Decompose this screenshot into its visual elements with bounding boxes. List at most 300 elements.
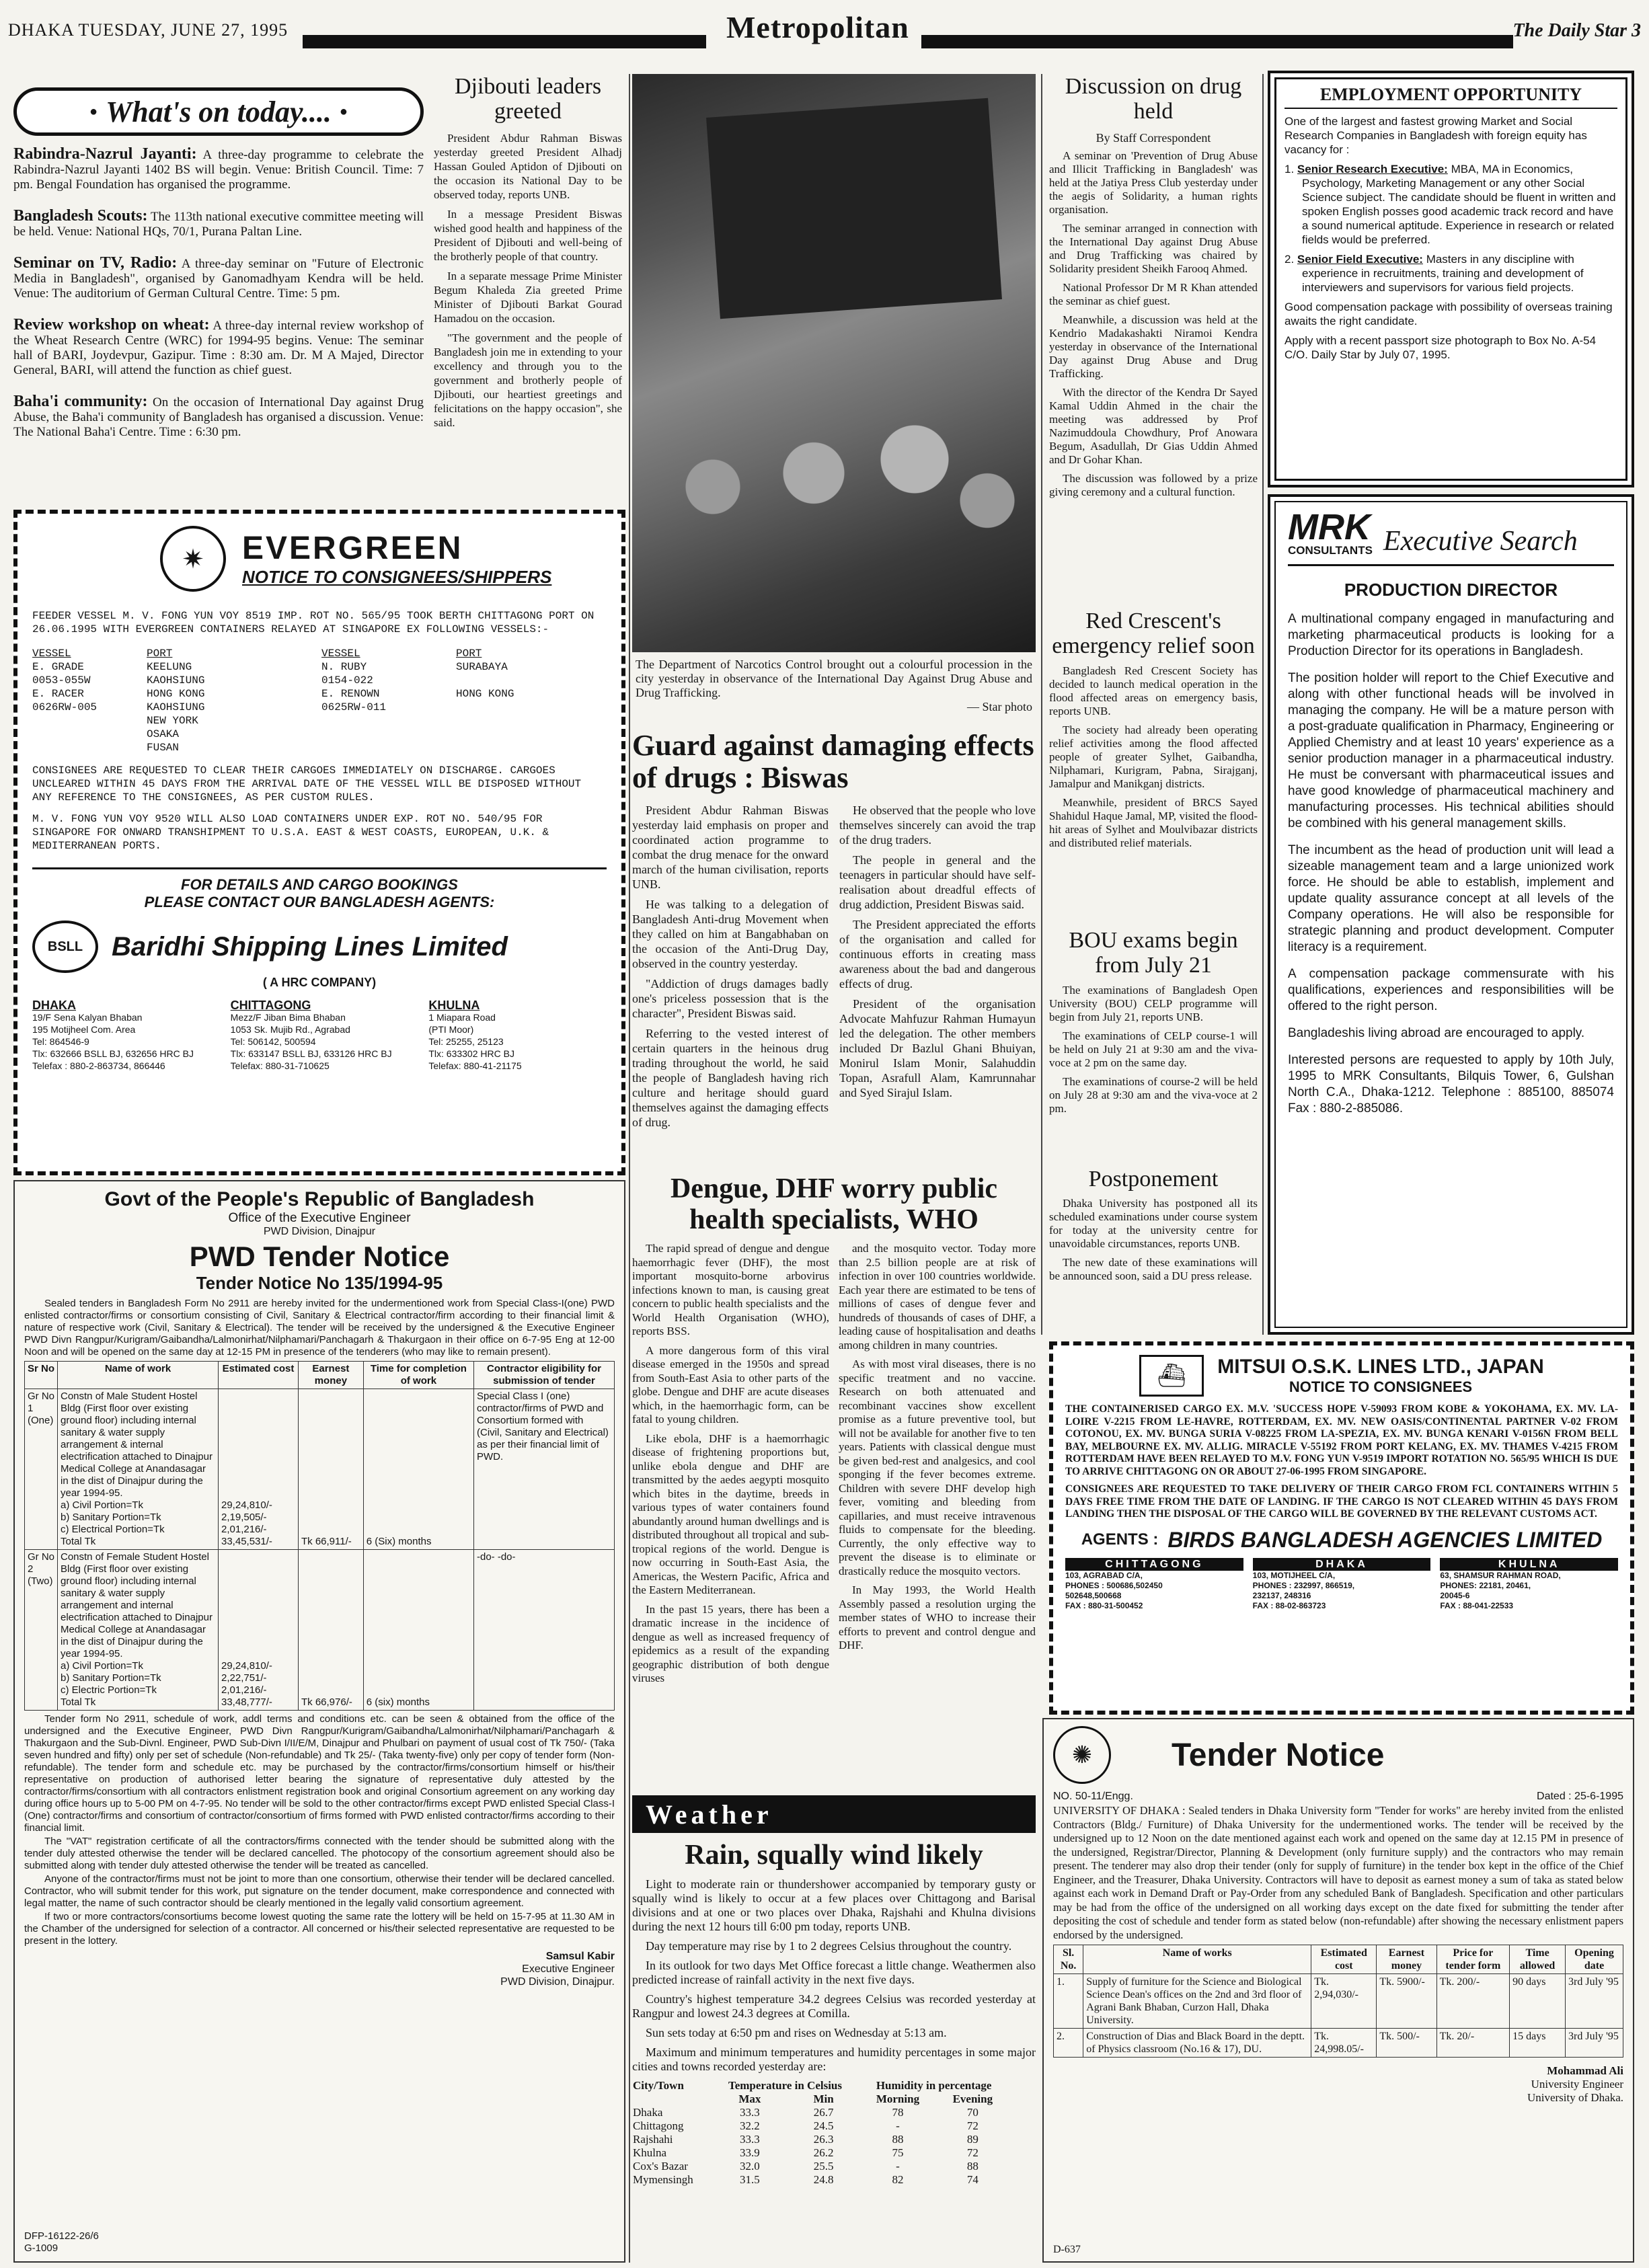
office-line: (PTI Moor) bbox=[428, 1024, 474, 1035]
office-city: KHULNA bbox=[1440, 1558, 1618, 1571]
paragraph: In May 1993, the World Health Assembly passed a resolution urging the member states of WHO to increase their efforts to prevent and control dengue and DHF. bbox=[839, 1583, 1036, 1652]
table-cell: 89 bbox=[966, 2133, 979, 2146]
red-crescent-headline: Red Crescent's emergency relief soon bbox=[1052, 609, 1255, 659]
list-item: HONG KONG bbox=[456, 688, 514, 700]
mrk-header bbox=[1288, 507, 1614, 566]
cost-cell bbox=[219, 1389, 299, 1550]
paragraph: Bangladeshis living abroad are encouraged to apply. bbox=[1288, 1026, 1585, 1040]
pwd-heading-2: Office of the Executive Engineer bbox=[228, 1211, 411, 1225]
list-item: HONG KONG bbox=[147, 688, 205, 700]
masthead bbox=[7, 5, 1641, 52]
office-line: Tlx: 632666 BSLL BJ, 632656 HRC BJ bbox=[32, 1048, 194, 1059]
list-item: SURABAYA bbox=[456, 661, 508, 673]
office-line: FAX : 880-31-500452 bbox=[1065, 1600, 1143, 1610]
office-line: 195 Motijheel Com. Area bbox=[32, 1024, 136, 1035]
sig-office: PWD Division, Dinajpur. bbox=[500, 1976, 615, 1988]
col-city: City/Town bbox=[633, 2079, 684, 2093]
table-row bbox=[1054, 2029, 1623, 2058]
agent-name: Baridhi Shipping Lines Limited bbox=[112, 931, 508, 962]
office-line: 232137, 248316 bbox=[1252, 1590, 1311, 1600]
mitsui-subtitle: NOTICE TO CONSIGNEES bbox=[1289, 1378, 1473, 1395]
table-row bbox=[1054, 1974, 1623, 2029]
paragraph: If two or more contractors/consortiums become lowest quoting the same rate the lottery will be held on 15-7-95 at 11.30 AM in the Chamber of the undersigned for selection of a contractor. All concerned or his/their selected representative are requested to be present in the lottery. bbox=[24, 1911, 615, 1947]
col-port: PORT bbox=[456, 648, 482, 660]
cost-amount: 29,24,810/- bbox=[221, 1660, 272, 1672]
whats-on-item-title: Seminar on TV, Radio: bbox=[13, 254, 178, 272]
cost-amount: 29,24,810/- bbox=[221, 1499, 272, 1511]
table-cell: 88 bbox=[966, 2160, 979, 2173]
paragraph: President Abdur Rahman Biswas yesterday greeted President Alhadj Hassan Gouled Aptidon of Djibouti on the occasion its National Day to be observed today, reports UNB. bbox=[434, 131, 622, 201]
table-cell: 3rd July '95 bbox=[1566, 1974, 1623, 2029]
office-line: 20045-6 bbox=[1440, 1590, 1470, 1600]
byline: By Staff Correspondent bbox=[1096, 130, 1211, 145]
list-item: E. RACER bbox=[32, 688, 84, 700]
du-tender-date: Dated : 25-6-1995 bbox=[1537, 1791, 1623, 1802]
paragraph: A seminar on 'Prevention of Drug Abuse and Illicit Trafficking in Bangladesh' was held at the Jatiya Press Club yesterday under the aegis of Solidarity, a human rights organisation. bbox=[1049, 149, 1258, 216]
whats-on-item-title: Baha'i community: bbox=[13, 393, 148, 410]
table-cell: 24.5 bbox=[813, 2119, 834, 2133]
col-temperature: Temperature in Celsius bbox=[728, 2079, 842, 2093]
weather-table bbox=[632, 2079, 1009, 2187]
col-port: PORT bbox=[147, 648, 173, 660]
earnest-cell: Tk 66,911/- bbox=[299, 1389, 364, 1550]
whats-on-item bbox=[13, 256, 424, 301]
brand-name: The Daily Star bbox=[1512, 20, 1627, 41]
whats-on-item-text: A three-day internal review workshop of the Wheat Research Centre (WRC) for 1994-95 begins. Venue: The seminar hall of BARI, Joydevpur, Gazipur. Time : 8:30 am. Dr. M A Majed, Director General, BARI, will attend the function as chief guest. bbox=[13, 319, 424, 377]
du-tender-ad bbox=[1042, 1718, 1634, 2263]
paragraph: The new date of these examinations will be announced soon, said a DU press release. bbox=[1049, 1256, 1258, 1283]
table-cell: 31.5 bbox=[740, 2173, 760, 2187]
office-block bbox=[428, 999, 607, 1072]
office-line: 502648,500668 bbox=[1065, 1590, 1122, 1600]
office-line: 103, MOTIJHEEL C/A, bbox=[1252, 1570, 1336, 1580]
pwd-title: PWD Tender Notice bbox=[189, 1241, 450, 1272]
office-block bbox=[231, 999, 409, 1072]
right-ports bbox=[456, 660, 590, 754]
ref-code-2: G-1009 bbox=[24, 2242, 59, 2254]
table-header: Time allowed bbox=[1510, 1945, 1566, 1974]
cost-part: Total Tk bbox=[61, 1696, 96, 1708]
du-ref-code: D-637 bbox=[1053, 2244, 1081, 2255]
eligibility-cell: -do- -do- bbox=[474, 1550, 615, 1711]
mrk-logo-sub: CONSULTANTS bbox=[1288, 544, 1373, 557]
paragraph: A more dangerous form of this viral disease emerged in the 1950s and spread from South-East Asia to other parts of the globe. Dengue and DHF are acute diseases which, in the haemorrhagic form, can be fatal to young children. bbox=[632, 1343, 829, 1426]
cost-part: c) Electric Portion=Tk bbox=[61, 1684, 157, 1696]
table-header: Time for completion of work bbox=[363, 1362, 473, 1389]
list-item: OSAKA bbox=[147, 728, 180, 740]
column-rule bbox=[1041, 74, 1042, 1335]
table-cell: 90 days bbox=[1510, 1974, 1566, 2029]
pwd-tender-ad bbox=[13, 1180, 625, 2263]
work-text: Constn of Female Student Hostel Bldg (First floor over existing ground floor) including internal sanitary & water supply arrangement and internal electrification attached to Dinajpur Medical College at Anandasagar in the dist of Dinajpur during the year 1994-95. bbox=[61, 1551, 213, 1659]
table-cell: Tk. 20/- bbox=[1436, 2029, 1510, 2058]
pwd-refs bbox=[24, 2230, 99, 2255]
evergreen-vessel-table bbox=[32, 647, 607, 754]
agents-block bbox=[32, 867, 607, 911]
list-item: E. GRADE bbox=[32, 661, 84, 673]
pwd-heading-1: Govt of the People's Republic of Bangladesh bbox=[104, 1188, 535, 1210]
time-cell: 6 (six) months bbox=[363, 1550, 473, 1711]
mitsui-header bbox=[1065, 1355, 1618, 1397]
table-cell: 24.8 bbox=[813, 2173, 834, 2187]
cost-part: b) Sanitary Portion=Tk bbox=[61, 1512, 161, 1523]
whats-on-item bbox=[13, 394, 424, 440]
office-line: PHONES : 500686,502450 bbox=[1065, 1580, 1163, 1590]
du-tender-no: NO. 50-11/Engg. bbox=[1053, 1791, 1133, 1802]
paragraph: President Abdur Rahman Biswas yesterday laid emphasis on proper and coordinated action programme to combat the drug menace for the onward march of the human civilisation, reports UNB. bbox=[632, 803, 829, 891]
paragraph: As with most viral diseases, there is no specific treatment and no vaccine. Research on both attenuated and recombinant vaccines show excellent promise as a future preventive tool, but will not be available for another five to ten years. Patients with classical dengue must be given bed-rest and analgesics, and cool sponging if the fever becomes extreme. Children with severe DHF develop high fever, vomiting and bleeding from capillaries, and must receive intravenous fluids to compensate for the bleeding. Currently, the only effective way to prevent the disease is to eliminate or drastically reduce the mosquito vectors. bbox=[839, 1358, 1036, 1577]
table-cell: 75 bbox=[892, 2146, 904, 2160]
paragraph: Tender form No 2911, schedule of work, addl terms and conditions etc. can be seen & obtained from the office of the undersigned and the Executive Engineer, PWD Divn Rangpur/Kurigram/Gaibandha/Lalmonirhat/Nilphamari/Panchagarh & Thakurgaon and the Sub-Divnl. Engineer, PWD Sub-Divn I/II/E/M, Dinajpur and Phulbari on payment of usual cost of Tk 750/- (Taka seven hundred and fifty) only per set of schedule (Non-refundable) and Tk 25/- (Taka twenty-five) only per copy of tender form (Non-refundable). The tender form and schedule etc. may be purchased by the contractor/firms/consortium himself or his/their representative on production of authorised letter bearing the signature of representative duly attested by the contractor/firms/consortium with all contractors enlistment registration book and original Consortium agreement on any working day during office hours up to 5-00 PM on 4-7-95. No tender will be sold to the other contractor/firms except PWD enlisted Special Class-I (One) contractor/firms and consortium of contractor/consortium of firms formed with PWD enlisted contractor/firms according to their financial limit. bbox=[24, 1713, 615, 1834]
paragraph: and the mosquito vector. Today more than 2.5 billion people are at risk of infection in over 100 countries worldwide. Each year there are estimated to be tens of millions of cases of dengue fever and hundreds of thousands of cases of DHF, a leading cause of hospitalisation and deaths among children in many countries. bbox=[839, 1242, 1036, 1352]
table-row bbox=[632, 2133, 1009, 2146]
table-cell: 26.3 bbox=[813, 2133, 834, 2146]
table-cell: 70 bbox=[966, 2106, 979, 2119]
djibouti-body bbox=[434, 131, 622, 430]
sr-cell: Gr No 1 (One) bbox=[25, 1389, 58, 1550]
paragraph: Day temperature may rise by 1 to 2 degrees Celsius throughout the country. bbox=[646, 1939, 1012, 1953]
red-crescent-article bbox=[1049, 609, 1258, 931]
office-line: PHONES: 22181, 20461, bbox=[1440, 1580, 1531, 1590]
list-item: FUSAN bbox=[147, 742, 180, 754]
office-line: Mezz/F Jiban Bima Bhaban bbox=[230, 1012, 346, 1023]
agent-row bbox=[32, 921, 607, 973]
table-cell: Tk. 2,94,030/- bbox=[1311, 1974, 1377, 2029]
list-item: E. RENOWN bbox=[321, 688, 380, 700]
employment-apply: Apply with a recent passport size photograph to Box No. A-54 C/O. Daily Star by July 07, 1995. bbox=[1284, 334, 1597, 361]
paragraph: In a message President Biswas wished good health and happiness of the President of Djibouti and well-being of the brotherly people of that country. bbox=[434, 207, 622, 263]
whats-on-title: What's on today.... bbox=[106, 95, 332, 128]
bullet-icon: ● bbox=[339, 104, 348, 119]
paragraph: Like ebola, DHF is a haemorrhagic disease of frightening proportions but, unlike ebola dengue and DHF are transmitted by the aedes aegypti mosquito which bites in the daytime, breeds in various types of water containers found abundantly around human dwellings and is distributed throughout all tropical and sub-tropical regions of the world. Dengue is now occurring in South-East Asia, the Americas, the Western Pacific, Africa and the Eastern Mediterranean. bbox=[632, 1432, 829, 1597]
table-row bbox=[25, 1550, 615, 1711]
weather-body bbox=[632, 1877, 1036, 2074]
paragraph: The "VAT" registration certificate of all the contractors/firms connected with the tender should be submitted along with the tender duly attested otherwise the tender will be declared cancelled. The photocopy of the consortium agreement should also be submitted along with tender duly attested otherwise the tender will be treated as cancelled. bbox=[24, 1836, 615, 1871]
office-block bbox=[1253, 1558, 1431, 1611]
postponement-article bbox=[1049, 1167, 1258, 1321]
guard-col-left bbox=[632, 803, 829, 1135]
paragraph: The incumbent as the head of production unit will lead a sizeable management team and a large unionized work force. He should be able to establish, implement and update quality assurance concept at all levels of the Company operations. He will also be responsible for strategic planning and product development. Computer literacy is a requirement. bbox=[1288, 843, 1614, 954]
pwd-intro: Sealed tenders in Bangladesh Form No 2911 are hereby invited for the undermentioned work from Special Class-I(one) PWD enlisted contractor/firms or consortium consisting of Civil, Sanitary & Electrical contractor/firm according to their financial limit & nature of respective work (Civil, Sanitary & Electrical). The tender will be received by the undersigned & the Executive Engineer PWD Divn Rangpur/Kurigram/Gaibandha/Lalmonirhat/Nilphamari/Panchagarh & Thakurgaon in their office on 6-7-95 Eng at 12-00 Noon and will be opened on the same day at 12-15 PM in presence of the tenderers (who may like to remain present). bbox=[24, 1298, 615, 1358]
table-header: Name of work bbox=[58, 1362, 219, 1389]
table-cell: 72 bbox=[966, 2146, 979, 2160]
vacancy-item bbox=[1284, 162, 1617, 247]
vacancy-number: 2. bbox=[1284, 253, 1297, 266]
table-cell: 26.2 bbox=[813, 2146, 834, 2160]
employment-title: EMPLOYMENT OPPORTUNITY bbox=[1284, 85, 1617, 109]
paragraph: "Addiction of drugs damages badly one's priceless possession that is the character", President Biswas said. bbox=[632, 976, 829, 1020]
bou-article bbox=[1049, 928, 1258, 1163]
whats-on-item bbox=[13, 147, 424, 192]
paragraph: The discussion was followed by a prize giving ceremony and a cultural function. bbox=[1049, 471, 1258, 498]
office-line: Tlx: 633147 BSLL BJ, 633126 HRC BJ bbox=[230, 1048, 392, 1059]
employment-items bbox=[1284, 162, 1617, 295]
masthead-rule-right bbox=[921, 35, 1513, 48]
bsll-logo: BSLL bbox=[32, 921, 98, 973]
mitsui-brand: MITSUI O.S.K. LINES LTD., JAPAN bbox=[1217, 1356, 1544, 1378]
list-item: KAOHSIUNG bbox=[147, 674, 205, 687]
paragraph: The examinations of course-2 will be held on July 28 at 9:30 am and the viva-voce at 2 pm. bbox=[1049, 1074, 1258, 1115]
table-cell: Tk. 200/- bbox=[1436, 1974, 1510, 2029]
table-cell: 33.3 bbox=[740, 2106, 760, 2119]
placard bbox=[706, 98, 1002, 319]
postponement-headline: Postponement bbox=[1088, 1167, 1219, 1191]
paragraph: Interested persons are requested to apply by 10th July, 1995 to MRK Consultants, Bilquis Tower, 6, Gulshan North C.A., Dhaka-1212. Telephone : 885100, 885074 Fax : 880-2-885086. bbox=[1288, 1053, 1614, 1116]
office-line: Telefax: 880-31-710625 bbox=[230, 1060, 330, 1071]
du-tender-meta bbox=[1053, 1791, 1623, 1803]
table-cell: 82 bbox=[892, 2173, 904, 2187]
office-line: Telefax : 880-2-863734, 866446 bbox=[32, 1060, 165, 1071]
table-header: Estimated cost bbox=[219, 1362, 299, 1389]
paragraph: He observed that the people who love themselves sincerely can avoid the trap of the drug traders. bbox=[839, 803, 1036, 847]
table-cell: 33.3 bbox=[740, 2133, 760, 2146]
ref-code-1: DFP-16122-26/6 bbox=[24, 2230, 99, 2242]
list-item: N. RUBY bbox=[321, 661, 367, 673]
office-line: Tel: 506142, 500594 bbox=[230, 1036, 316, 1047]
office-city: DHAKA bbox=[1253, 1558, 1431, 1571]
office-line: FAX : 88-041-22533 bbox=[1440, 1600, 1514, 1610]
table-cell: Tk. 24,998.05/- bbox=[1311, 2029, 1377, 2058]
vacancy-role: Senior Research Executive: bbox=[1297, 163, 1448, 175]
table-header: Sl. No. bbox=[1054, 1945, 1083, 1974]
evergreen-notice-1: CONSIGNEES ARE REQUESTED TO CLEAR THEIR CARGOES IMMEDIATELY ON DISCHARGE. CARGOES UNCLEARED WITHIN 45 DAYS FROM THE ARRIVAL DATE OF THE VESSEL WILL BE DISPOSED WITHOUT ANY REFERENCE TO THE CONSIGNEES, AS PER CUSTOM RULES. bbox=[32, 765, 582, 804]
whats-on-item-text: A three-day programme to celebrate the Rabindra-Nazrul Jayanti 1402 BS will begin. Venue: British Council. Time: 7 pm. Bengal Foundation has organised the programme. bbox=[13, 148, 424, 192]
mitsui-body: THE CONTAINERISED CARGO EX. M.V. 'SUCCESS HOPE V-59093 FROM KOBE & YOKOHAMA, EX. MV. LA-LOIRE V-2215 FROM LE-HAVRE, ROTTERDAM, EX. MV. NEW OASIS/CONTINENTAL PARTNER V-02 FROM COTONOU, EX. MV. BUNGA SURIA V-08225 FROM LA-SPEZIA, EX. MV. BUNGA KENARI V-0156N FROM BELL BAY, MELBOURNE EX. MV. ALLIG. MIRACLE V-55192 FROM PORT KELANG, EX. MV. THAMES V-4215 FROM ROTTERDAM HAVE BEEN RELAYED TO M.V. FONG YUN V-9519 IMPORT ROTATION NO. 565/95 WHICH IS DUE TO ARRIVE CHITTAGONG ON OR ABOUT 27-06-1995 FROM SINGAPORE. bbox=[1065, 1403, 1618, 1477]
employment-compensation: Good compensation package with possibility of overseas training awaits the right candidate. bbox=[1284, 301, 1613, 327]
paragraph: Country's highest temperature 34.2 degrees Celsius was recorded yesterday at Rangpur and lowest 24.3 degrees at Comilla. bbox=[632, 1992, 1036, 2021]
paragraph: In its outlook for two days Met Office forecast a little change. Weathermen also predicted increase of rainfall activity in the next five days. bbox=[632, 1959, 1036, 1987]
table-row bbox=[25, 1389, 615, 1550]
agent-subtitle: ( A HRC COMPANY) bbox=[262, 976, 377, 989]
paragraph: The President appreciated the efforts of the organisation and called for continuous efforts in creating mass awareness about the bad and dangerous effects of drug. bbox=[839, 917, 1036, 990]
red-crescent-body bbox=[1049, 664, 1258, 850]
whats-on-item-text: On the occasion of International Day against Drug Abuse, the Baha'i community of Bangladesh has organised a discussion. Venue: The National Baha'i Centre. Time : 6:30 pm. bbox=[13, 395, 424, 439]
list-item: 0053-055W bbox=[32, 674, 91, 687]
paragraph: Maximum and minimum temperatures and humidity percentages in some major cities and towns recorded yesterday are: bbox=[632, 2045, 1036, 2074]
list-item: KAOHSIUNG bbox=[147, 701, 205, 713]
list-item: 0626RW-005 bbox=[32, 701, 98, 713]
mrk-logo: MRK bbox=[1288, 507, 1371, 547]
whats-on-list bbox=[13, 147, 424, 440]
caption-text: The Department of Narcotics Control brought out a colourful procession in the city yesterday in observance of the International Day Against Drug Abuse and Drug Trafficking. bbox=[636, 658, 1032, 699]
vacancy-text: Masters in any discipline with experience in recruitments, training and development of interviewers and supervisors for various field projects. bbox=[1302, 253, 1584, 294]
col-vessel: VESSEL bbox=[32, 648, 71, 660]
procession-photo bbox=[632, 74, 1036, 652]
list-item: 0154-022 bbox=[321, 674, 373, 687]
office-city: CHITTAGONG bbox=[1065, 1558, 1243, 1571]
du-tender-header bbox=[1053, 1726, 1623, 1784]
table-cell: Dhaka bbox=[633, 2106, 663, 2119]
paragraph: Dhaka University has postponed all its scheduled examinations under course system for today at the university centre for unavoidable circumstances, reports UNB. bbox=[1049, 1197, 1258, 1251]
table-cell: 2. bbox=[1054, 2029, 1083, 2058]
office-city: KHULNA bbox=[428, 999, 480, 1012]
paragraph: The society had already been operating relief activities among the flood affected people of greater Sylhet, Gaibandha, Nilphamari, Kurigram, Pabna, Sirajganj, Jamalpur and Manikganj districts. bbox=[1049, 723, 1258, 790]
paragraph: "The government and the people of Bangladesh join me in extending to your excellency and through you to the government and brotherly people of Djibouti, our heartiest greetings and felicitations on the happy occasion", she said. bbox=[434, 331, 622, 429]
table-row bbox=[632, 2146, 1009, 2160]
paragraph: Referring to the vested interest of certain quarters in the heinous drug trading throughout the world, he said the people of Bangladesh having rich culture and heritage should guard themselves against the damaging effects of drug. bbox=[632, 1026, 829, 1129]
office-line: 1 Miapara Road bbox=[428, 1012, 496, 1023]
paragraph: Light to moderate rain or thundershower accompanied by temporary gusty or squally wind is likely to occur at a few places over Chittagong and Barisal divisions and at one or two places over Dhaka, Rajshahi and Khulna divisions during the next 12 hours till 6:00 pm today, reports UNB. bbox=[632, 1877, 1036, 1934]
table-row bbox=[632, 2106, 1009, 2119]
whats-on-item bbox=[13, 317, 424, 378]
postponement-body bbox=[1049, 1197, 1258, 1283]
table-cell: 33.9 bbox=[740, 2146, 760, 2160]
du-tender-table bbox=[1053, 1945, 1623, 2058]
work-cell bbox=[58, 1389, 219, 1550]
evergreen-brand: EVERGREEN bbox=[242, 531, 463, 566]
col-min: Min bbox=[813, 2093, 834, 2106]
cost-amount: 33,45,531/- bbox=[221, 1536, 272, 1547]
cost-part: b) Sanitary Portion=Tk bbox=[61, 1672, 161, 1684]
cost-amount: 33,48,777/- bbox=[221, 1696, 272, 1708]
whats-on-item-title: Rabindra-Nazrul Jayanti: bbox=[13, 145, 197, 163]
cost-amount: 2,19,505/- bbox=[221, 1512, 267, 1523]
globe-icon: ✷ bbox=[160, 526, 226, 592]
evergreen-intro: FEEDER VESSEL M. V. FONG YUN VOY 8519 IMP. ROT NO. 565/95 TOOK BERTH CHITTAGONG PORT ON 26.06.1995 WITH EVERGREEN CONTAINERS RELAYED AT SINGAPORE EX FOLLOWING VESSELS:- bbox=[32, 610, 595, 635]
table-cell: 15 days bbox=[1510, 2029, 1566, 2058]
table-cell: 25.5 bbox=[813, 2160, 834, 2173]
details-line-1: FOR DETAILS AND CARGO BOOKINGS bbox=[181, 876, 458, 893]
sr-cell: Gr No 2 (Two) bbox=[25, 1550, 58, 1711]
cost-part: c) Electrical Portion=Tk bbox=[61, 1524, 165, 1535]
drug-discussion-article bbox=[1049, 74, 1258, 612]
paragraph: Meanwhile, a discussion was held at the Kendrio Madakashakti Niramoi Kendra yesterday in observance of the International Day against Drug Abuse and Drug Trafficking. bbox=[1049, 313, 1258, 380]
pwd-tender-no: Tender Notice No 135/1994-95 bbox=[196, 1273, 443, 1293]
table-cell: 3rd July '95 bbox=[1566, 2029, 1623, 2058]
table-cell: Khulna bbox=[633, 2146, 667, 2160]
left-ports bbox=[147, 660, 321, 754]
table-cell: 72 bbox=[966, 2119, 979, 2133]
cost-amount: 2,01,216/- bbox=[221, 1524, 267, 1535]
col-vessel: VESSEL bbox=[321, 648, 360, 660]
office-line: Tel: 864546-9 bbox=[32, 1036, 89, 1047]
dengue-headline: Dengue, DHF worry public health specialists, WHO bbox=[670, 1173, 998, 1236]
agent-offices bbox=[32, 999, 607, 1072]
paragraph: The people in general and the teenagers in particular should have self-realisation about dreadful effects of drug addiction, President Biswas said. bbox=[839, 853, 1036, 911]
section-title: Metropolitan bbox=[720, 9, 916, 45]
ship-icon: ⛴ bbox=[1139, 1355, 1204, 1397]
paragraph: Bangladesh Red Crescent Society has decided to launch medical operation in the flood affected areas on emergency basis, reports UNB. bbox=[1049, 664, 1258, 717]
djibouti-headline: Djibouti leaders greeted bbox=[454, 74, 602, 124]
whats-on-item-title: Review workshop on wheat: bbox=[13, 316, 210, 334]
photo-credit: — Star photo bbox=[967, 700, 1032, 713]
du-signature bbox=[1053, 2064, 1623, 2105]
office-block bbox=[1065, 1558, 1243, 1611]
bullet-icon: ● bbox=[89, 104, 98, 119]
whats-on-section bbox=[13, 87, 424, 504]
weather-banner: Weather bbox=[632, 1795, 1036, 1833]
table-cell: Mymensingh bbox=[633, 2173, 693, 2187]
earnest-cell: Tk 66,976/- bbox=[299, 1550, 364, 1711]
mitsui-offices bbox=[1065, 1558, 1618, 1611]
mrk-position: PRODUCTION DIRECTOR bbox=[1344, 580, 1558, 600]
paragraph: A multinational company engaged in manufacturing and marketing pharmaceutical products is looking for a Production Director for its operations in Bangladesh. bbox=[1288, 612, 1614, 658]
dengue-col-left bbox=[632, 1242, 829, 1691]
vacancy-item bbox=[1284, 252, 1617, 295]
evergreen-notice-2: M. V. FONG YUN VOY 9520 WILL ALSO LOAD CONTAINERS UNDER EXP. ROT NO. 540/95 FOR SINGAPORE FOR ONWARD TRANSHIPMENT TO U.S.A. EAST & WEST COASTS, EUROPEAN, U.K. & MEDITERRANEAN PORTS. bbox=[32, 813, 549, 852]
table-row bbox=[632, 2173, 1009, 2187]
evergreen-ad bbox=[13, 510, 625, 1175]
work-cell bbox=[58, 1550, 219, 1711]
office-line: Tlx: 633302 HRC BJ bbox=[428, 1048, 514, 1059]
mrk-body bbox=[1288, 611, 1614, 1117]
paragraph: In the past 15 years, there has been a dramatic increase in the incidence of dengue as well as increased frequency of epidemics as a result of the expanding geographic distribution of both dengue viruses bbox=[632, 1602, 829, 1685]
office-line: Tel: 25255, 25123 bbox=[428, 1036, 504, 1047]
pwd-signature bbox=[24, 1950, 615, 1988]
sig-office: University of Dhaka. bbox=[1527, 2091, 1623, 2104]
paragraph: The examinations of CELP course-1 will be held on July 21 at 9:30 am and the viva-voce at 2 pm on the same day. bbox=[1049, 1029, 1258, 1069]
mitsui-agents bbox=[1065, 1528, 1618, 1553]
office-line: 1053 Sk. Mujib Rd., Agrabad bbox=[230, 1024, 350, 1035]
left-vessels bbox=[32, 660, 147, 754]
page-number: 3 bbox=[1632, 20, 1641, 41]
university-seal-icon: ✺ bbox=[1053, 1726, 1111, 1784]
office-city: CHITTAGONG bbox=[230, 999, 311, 1012]
list-item bbox=[456, 674, 590, 687]
table-cell: Tk. 5900/- bbox=[1377, 1974, 1436, 2029]
whats-on-item bbox=[13, 208, 424, 239]
pwd-table bbox=[24, 1361, 615, 1711]
eligibility-cell: Special Class I (one) contractor/firms of PWD and Consortium formed with (Civil, Sanitary and Electrical) as per their financial limit of PWD. bbox=[474, 1389, 615, 1550]
dengue-col-right bbox=[839, 1242, 1036, 1691]
pwd-body bbox=[24, 1713, 615, 1947]
cost-part: Total Tk bbox=[61, 1536, 96, 1547]
time-cell: 6 (Six) months bbox=[363, 1389, 473, 1550]
whats-on-item-text: The 113th national executive committee meeting will be held. Venue: National HQs, 70/1, Purana Paltan Line. bbox=[13, 210, 424, 239]
dateline: DHAKA TUESDAY, JUNE 27, 1995 bbox=[8, 20, 289, 40]
sig-title: Executive Engineer bbox=[522, 1963, 615, 1975]
djibouti-article bbox=[434, 74, 622, 504]
office-line: 19/F Sena Kalyan Bhaban bbox=[32, 1012, 143, 1023]
table-header: Sr No bbox=[25, 1362, 58, 1389]
col-evening: Evening bbox=[952, 2093, 993, 2106]
pwd-heading-3: PWD Division, Dinajpur bbox=[263, 1226, 376, 1237]
office-line: Telefax: 880-41-21175 bbox=[428, 1060, 522, 1071]
bou-headline: BOU exams begin from July 21 bbox=[1069, 928, 1238, 978]
cost-cell bbox=[219, 1550, 299, 1711]
table-cell: Chittagong bbox=[633, 2119, 684, 2133]
table-cell: 32.0 bbox=[740, 2160, 760, 2173]
table-header: Estimated cost bbox=[1311, 1945, 1377, 1974]
paragraph: The seminar arranged in connection with the International Day against Drug Abuse and Drug Trafficking was chaired by Solidarity president Sheikh Farooq Ahmed. bbox=[1049, 221, 1258, 275]
table-cell: 78 bbox=[892, 2106, 904, 2119]
col-humidity: Humidity in percentage bbox=[876, 2079, 992, 2093]
table-cell: 1. bbox=[1054, 1974, 1083, 2029]
employment-intro: One of the largest and fastest growing Market and Social Research Companies in Bangladesh with foreign equity has vacancy for : bbox=[1284, 115, 1587, 156]
dengue-article bbox=[632, 1173, 1036, 1792]
paragraph: The examinations of Bangladesh Open University (BOU) CELP programme will begin from July 21, reports UNB. bbox=[1049, 983, 1258, 1023]
office-line: FAX : 88-02-863723 bbox=[1252, 1600, 1326, 1610]
guard-headline: Guard against damaging effects of drugs : Biswas bbox=[632, 730, 1034, 795]
paragraph: The rapid spread of dengue and dengue haemorrhagic fever (DHF), the most important mosquito-borne arbovirus infections known to man, is causing great concern to public health specialists and the World Health Organisation (WHO), reports BSS. bbox=[632, 1242, 829, 1338]
guard-article bbox=[632, 730, 1036, 1187]
masthead-rule-left bbox=[303, 35, 706, 48]
bou-body bbox=[1049, 984, 1258, 1116]
table-row bbox=[632, 2119, 1009, 2133]
table-header: Earnest money bbox=[1377, 1945, 1436, 1974]
guard-col-right bbox=[839, 803, 1036, 1135]
list-item: 0625RW-011 bbox=[321, 701, 387, 713]
table-cell: Tk. 500/- bbox=[1377, 2029, 1436, 2058]
paragraph: National Professor Dr M R Khan attended the seminar as chief guest. bbox=[1049, 280, 1258, 307]
mrk-ad bbox=[1268, 494, 1634, 1335]
table-cell: - bbox=[896, 2160, 900, 2173]
cost-amount: 2,01,216/- bbox=[221, 1684, 267, 1696]
table-header: Name of works bbox=[1083, 1945, 1311, 1974]
employment-ad bbox=[1268, 71, 1634, 487]
table-cell: Construction of Dias and Black Board in the deptt. of Physics classroom (No.16 & 17), DU. bbox=[1083, 2029, 1311, 2058]
drug-discussion-body bbox=[1049, 149, 1258, 499]
